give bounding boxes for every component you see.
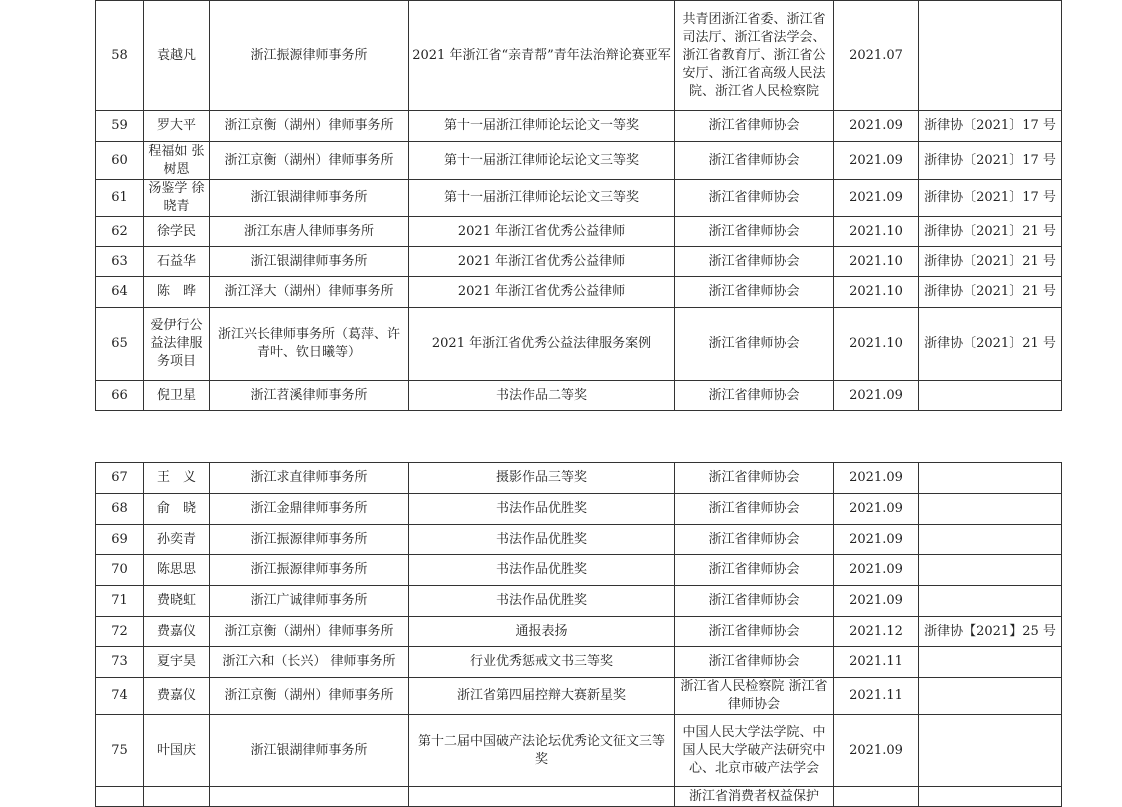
document-number-cell: 浙律协〔2021〕21 号 [919, 217, 1062, 247]
award-date-cell: 2021.10 [834, 308, 919, 381]
award-date-cell: 2021.09 [834, 180, 919, 217]
law-firm-cell: 浙江广诚律师事务所 [210, 586, 409, 617]
award-title-cell: 书法作品二等奖 [409, 381, 675, 411]
awardee-name-cell: 叶国庆 [144, 715, 210, 787]
document-number-cell [919, 787, 1062, 807]
awardee-name-cell: 袁越凡 [144, 1, 210, 111]
issuing-body-cell: 浙江省律师协会 [675, 142, 834, 180]
row-number-cell: 72 [96, 617, 144, 647]
row-number-cell: 63 [96, 247, 144, 277]
issuing-body-cell: 浙江省律师协会 [675, 247, 834, 277]
award-date-cell: 2021.11 [834, 678, 919, 715]
issuing-body-cell: 浙江省律师协会 [675, 494, 834, 525]
award-title-cell: 书法作品优胜奖 [409, 494, 675, 525]
row-number-cell: 73 [96, 647, 144, 678]
row-number-cell: 62 [96, 217, 144, 247]
awardee-name-cell: 罗大平 [144, 111, 210, 142]
table-row [96, 647, 1062, 678]
awardee-name-cell: 王 义 [144, 463, 210, 494]
law-firm-cell: 浙江六和（长兴） 律师事务所 [210, 647, 409, 678]
law-firm-cell: 浙江苕溪律师事务所 [210, 381, 409, 411]
row-number-cell: 69 [96, 525, 144, 555]
table-row [96, 308, 1062, 381]
awardee-name-cell: 徐学民 [144, 217, 210, 247]
row-number-cell: 75 [96, 715, 144, 787]
awardee-name-cell: 汤鉴学 徐晓青 [144, 180, 210, 217]
table-row [96, 463, 1062, 494]
table-row [96, 555, 1062, 586]
row-number-cell: 66 [96, 381, 144, 411]
law-firm-cell: 浙江振源律师事务所 [210, 525, 409, 555]
issuing-body-cell: 浙江省律师协会 [675, 180, 834, 217]
award-title-cell: 第十一届浙江律师论坛论文三等奖 [409, 142, 675, 180]
row-number-cell: 59 [96, 111, 144, 142]
issuing-body-cell: 浙江省律师协会 [675, 217, 834, 247]
award-date-cell: 2021.11 [834, 647, 919, 678]
law-firm-cell: 浙江银湖律师事务所 [210, 180, 409, 217]
table-row [96, 217, 1062, 247]
document-number-cell [919, 647, 1062, 678]
award-title-cell: 浙江省第四届控辩大赛新星奖 [409, 678, 675, 715]
law-firm-cell: 浙江金鼎律师事务所 [210, 494, 409, 525]
award-title-cell: 第十一届浙江律师论坛论文三等奖 [409, 180, 675, 217]
issuing-body-cell: 浙江省律师协会 [675, 617, 834, 647]
award-date-cell: 2021.09 [834, 494, 919, 525]
awardee-name-cell: 程福如 张树恩 [144, 142, 210, 180]
awardee-name-cell: 俞 晓 [144, 494, 210, 525]
document-number-cell [919, 494, 1062, 525]
law-firm-cell: 浙江求直律师事务所 [210, 463, 409, 494]
award-title-cell: 第十二届中国破产法论坛优秀论文征文三等奖 [409, 715, 675, 787]
document-number-cell: 浙律协〔2021〕21 号 [919, 308, 1062, 381]
law-firm-cell: 浙江银湖律师事务所 [210, 247, 409, 277]
table-row [96, 277, 1062, 308]
issuing-body-cell: 浙江省律师协会 [675, 586, 834, 617]
awardee-name-cell: 爱伊行公益法律服务项目 [144, 308, 210, 381]
award-date-cell: 2021.09 [834, 142, 919, 180]
row-number-cell: 74 [96, 678, 144, 715]
awardee-name-cell: 陈 晔 [144, 277, 210, 308]
issuing-body-cell: 共青团浙江省委、浙江省司法厅、浙江省法学会、浙江省教育厅、浙江省公安厅、浙江省高级人民法院、浙江省人民检察院 [675, 1, 834, 111]
table-row [96, 617, 1062, 647]
issuing-body-cell: 浙江省消费者权益保护 [675, 787, 834, 807]
award-title-cell [409, 787, 675, 807]
law-firm-cell: 浙江振源律师事务所 [210, 1, 409, 111]
award-date-cell: 2021.10 [834, 277, 919, 308]
table-row [96, 525, 1062, 555]
document-number-cell: 浙律协〔2021〕21 号 [919, 277, 1062, 308]
row-number-cell: 61 [96, 180, 144, 217]
table-row [96, 142, 1062, 180]
issuing-body-cell: 浙江省律师协会 [675, 308, 834, 381]
award-date-cell: 2021.10 [834, 217, 919, 247]
table-row [96, 586, 1062, 617]
law-firm-cell: 浙江银湖律师事务所 [210, 715, 409, 787]
law-firm-cell: 浙江京衡（湖州）律师事务所 [210, 617, 409, 647]
award-date-cell: 2021.07 [834, 1, 919, 111]
document-number-cell [919, 463, 1062, 494]
table-row [96, 678, 1062, 715]
table-row [96, 111, 1062, 142]
awardee-name-cell: 费晓虹 [144, 586, 210, 617]
document-number-cell [919, 1, 1062, 111]
awardee-name-cell: 夏宇昊 [144, 647, 210, 678]
table-row [96, 1, 1062, 111]
row-number-cell: 65 [96, 308, 144, 381]
awardee-name-cell: 费嘉仪 [144, 617, 210, 647]
table-row [96, 381, 1062, 411]
issuing-body-cell: 浙江省律师协会 [675, 525, 834, 555]
award-title-cell: 摄影作品三等奖 [409, 463, 675, 494]
award-date-cell: 2021.09 [834, 111, 919, 142]
document-number-cell [919, 586, 1062, 617]
award-date-cell: 2021.09 [834, 463, 919, 494]
law-firm-cell: 浙江京衡（湖州）律师事务所 [210, 678, 409, 715]
award-title-cell: 行业优秀惩戒文书三等奖 [409, 647, 675, 678]
document-number-cell [919, 678, 1062, 715]
award-title-cell: 书法作品优胜奖 [409, 525, 675, 555]
awardee-name-cell: 陈思思 [144, 555, 210, 586]
table-row [96, 715, 1062, 787]
document-number-cell: 浙律协【2021】25 号 [919, 617, 1062, 647]
table-row [96, 494, 1062, 525]
issuing-body-cell: 浙江省人民检察院 浙江省律师协会 [675, 678, 834, 715]
issuing-body-cell: 浙江省律师协会 [675, 277, 834, 308]
table-row [96, 247, 1062, 277]
table-row [96, 180, 1062, 217]
row-number-cell: 64 [96, 277, 144, 308]
document-number-cell: 浙律协〔2021〕17 号 [919, 142, 1062, 180]
award-title-cell: 通报表扬 [409, 617, 675, 647]
row-number-cell: 67 [96, 463, 144, 494]
issuing-body-cell: 中国人民大学法学院、中国人民大学破产法研究中心、北京市破产法学会 [675, 715, 834, 787]
award-date-cell [834, 787, 919, 807]
award-title-cell: 2021 年浙江省优秀公益律师 [409, 247, 675, 277]
row-number-cell [96, 787, 144, 807]
awardee-name-cell: 孙奕青 [144, 525, 210, 555]
award-title-cell: 书法作品优胜奖 [409, 586, 675, 617]
law-firm-cell: 浙江京衡（湖州）律师事务所 [210, 111, 409, 142]
award-date-cell: 2021.09 [834, 381, 919, 411]
award-title-cell: 第十一届浙江律师论坛论文一等奖 [409, 111, 675, 142]
awards-table-page-2 [95, 462, 1062, 807]
law-firm-cell: 浙江兴长律师事务所（葛萍、许青叶、钦日曦等） [210, 308, 409, 381]
award-date-cell: 2021.09 [834, 555, 919, 586]
awardee-name-cell: 倪卫星 [144, 381, 210, 411]
awards-table-page-1 [95, 0, 1062, 411]
award-date-cell: 2021.09 [834, 586, 919, 617]
document-number-cell: 浙律协〔2021〕17 号 [919, 180, 1062, 217]
issuing-body-cell: 浙江省律师协会 [675, 555, 834, 586]
issuing-body-cell: 浙江省律师协会 [675, 463, 834, 494]
award-title-cell: 2021 年浙江省优秀公益律师 [409, 217, 675, 247]
award-date-cell: 2021.09 [834, 715, 919, 787]
award-date-cell: 2021.10 [834, 247, 919, 277]
document-number-cell [919, 715, 1062, 787]
row-number-cell: 68 [96, 494, 144, 525]
awardee-name-cell: 费嘉仪 [144, 678, 210, 715]
issuing-body-cell: 浙江省律师协会 [675, 647, 834, 678]
document-number-cell: 浙律协〔2021〕17 号 [919, 111, 1062, 142]
award-title-cell: 2021 年浙江省优秀公益律师 [409, 277, 675, 308]
row-number-cell: 70 [96, 555, 144, 586]
document-number-cell [919, 381, 1062, 411]
award-title-cell: 2021 年浙江省“亲青帮”青年法治辩论赛亚军 [409, 1, 675, 111]
award-title-cell: 2021 年浙江省优秀公益法律服务案例 [409, 308, 675, 381]
award-date-cell: 2021.12 [834, 617, 919, 647]
law-firm-cell: 浙江泽大（湖州）律师事务所 [210, 277, 409, 308]
table-row [96, 787, 1062, 807]
document-number-cell [919, 525, 1062, 555]
row-number-cell: 58 [96, 1, 144, 111]
issuing-body-cell: 浙江省律师协会 [675, 381, 834, 411]
law-firm-cell: 浙江振源律师事务所 [210, 555, 409, 586]
law-firm-cell: 浙江京衡（湖州）律师事务所 [210, 142, 409, 180]
row-number-cell: 71 [96, 586, 144, 617]
award-title-cell: 书法作品优胜奖 [409, 555, 675, 586]
awardee-name-cell: 石益华 [144, 247, 210, 277]
row-number-cell: 60 [96, 142, 144, 180]
law-firm-cell [210, 787, 409, 807]
issuing-body-cell: 浙江省律师协会 [675, 111, 834, 142]
document-number-cell [919, 555, 1062, 586]
document-number-cell: 浙律协〔2021〕21 号 [919, 247, 1062, 277]
law-firm-cell: 浙江东唐人律师事务所 [210, 217, 409, 247]
awardee-name-cell [144, 787, 210, 807]
award-date-cell: 2021.09 [834, 525, 919, 555]
